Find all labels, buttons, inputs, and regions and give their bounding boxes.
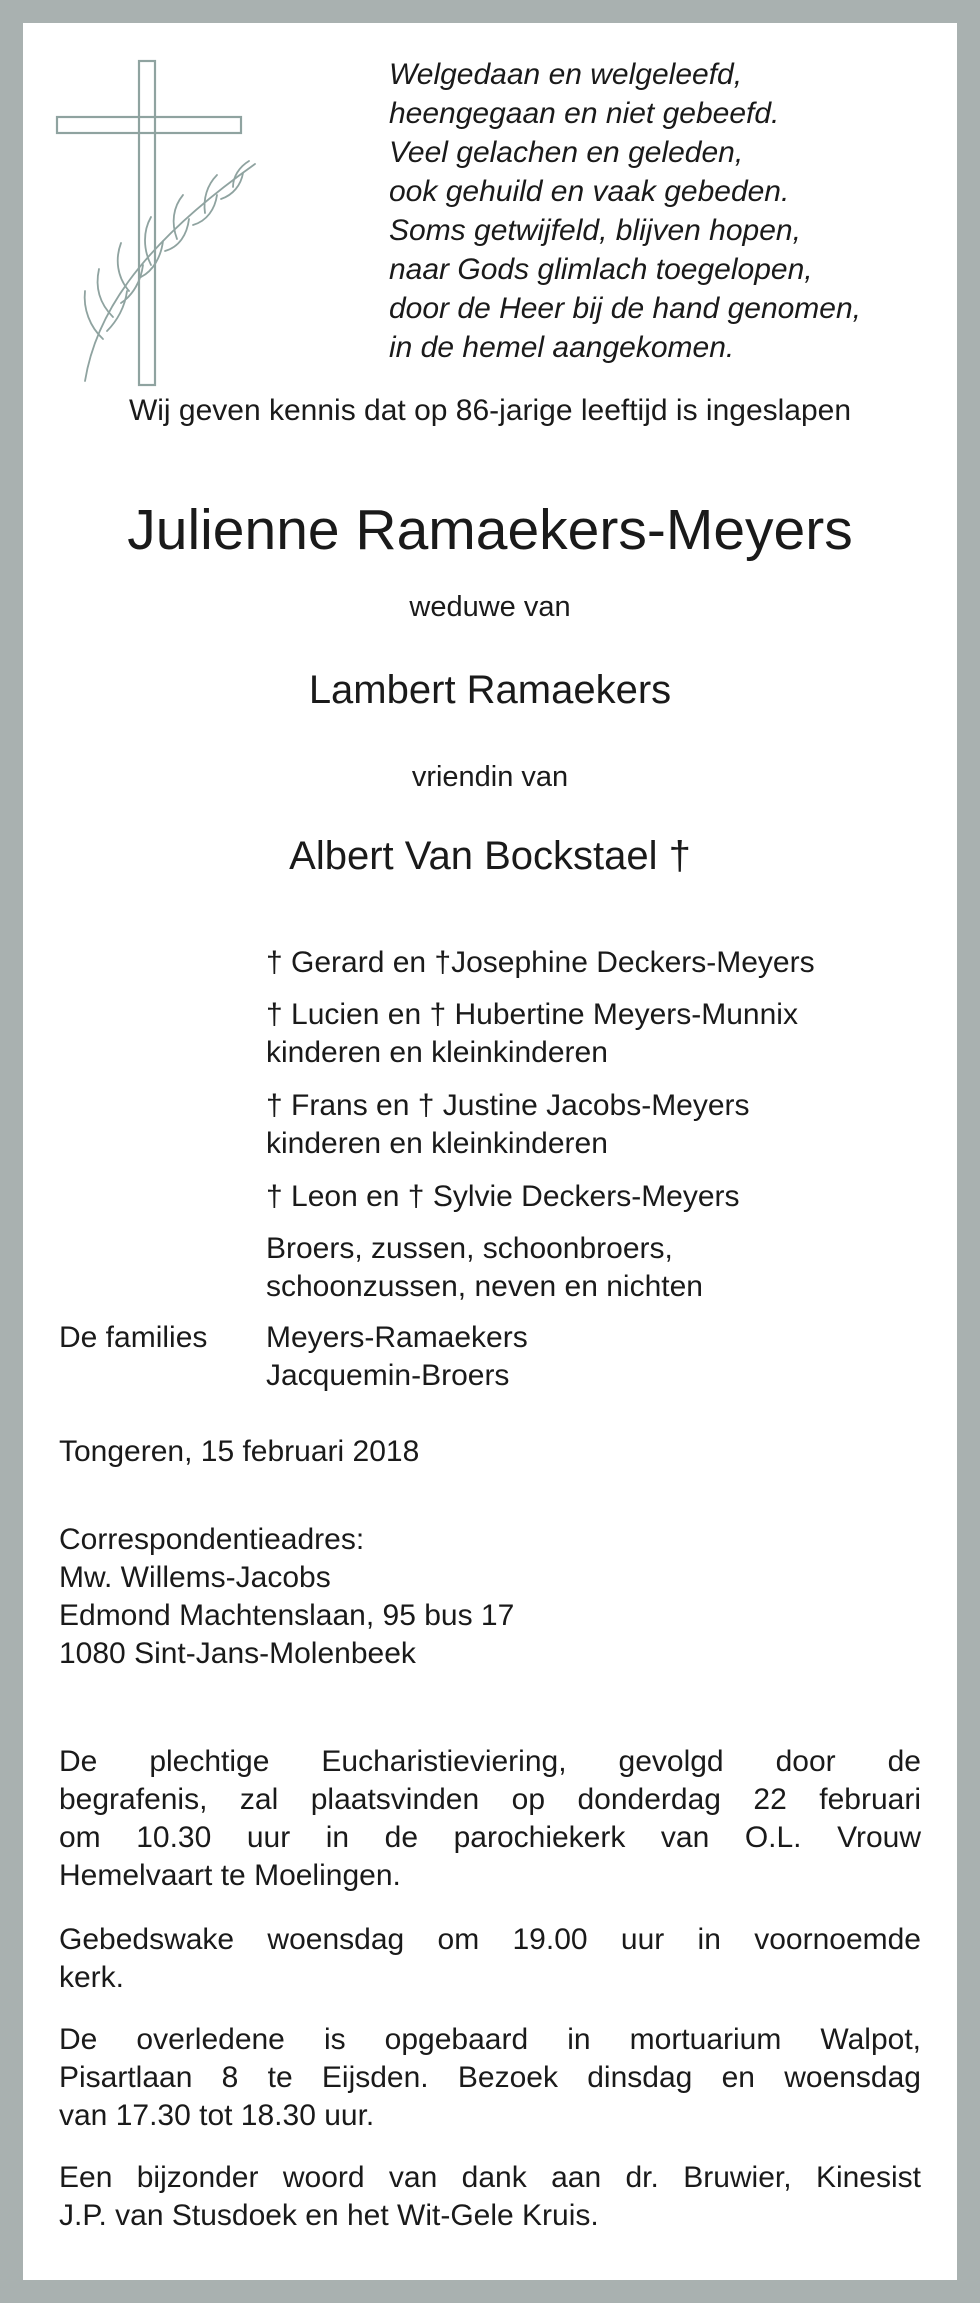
poem-line: door de Heer bij de hand genomen, [389,292,862,325]
obituary-card [23,23,957,2280]
poem-line: in de hemel aangekomen. [389,331,735,364]
paragraph-line: De overledene is opgebaard in mortuarium Walpot, [59,2023,921,2056]
address-line: Edmond Machtenslaan, 95 bus 17 [59,1599,515,1632]
paragraph-line: begrafenis, zal plaatsvinden op donderdag 22 februari [59,1783,921,1816]
friend-name: Albert Van Bockstael † [289,834,691,878]
relative-line: Broers, zussen, schoonbroers, [266,1232,673,1265]
relative-line: † Gerard en †Josephine Deckers-Meyers [266,946,815,979]
relatives-group [266,1087,946,1163]
paragraph-line: van 17.30 tot 18.30 uur. [59,2099,375,2132]
relative-line: † Leon en † Sylvie Deckers-Meyers [266,1180,740,1213]
widow-label: weduwe van [409,591,571,623]
poem-line: ook gehuild en vaak gebeden. [389,175,790,208]
relative-line: schoonzussen, neven en nichten [266,1270,703,1303]
relative-line: † Lucien en † Hubertine Meyers-Munnix [266,998,798,1031]
paragraph-line: Gebedswake woensdag om 19.00 uur in voornoemde [59,1923,921,1956]
friend-label: vriendin van [411,761,569,793]
poem [389,55,949,367]
poem-line: Soms getwijfeld, blijven hopen, [389,214,801,247]
announcement-intro: Wij geven kennis dat op 86-jarige leeftijd is ingeslapen [128,394,852,427]
paragraph-line: J.P. van Stusdoek en het Wit-Gele Kruis. [59,2199,599,2232]
paragraph-line: om 10.30 uur in de parochiekerk van O.L. Vrouw [59,1821,921,1854]
poem-line: naar Gods glimlach toegelopen, [389,253,813,286]
family-name: Meyers-Ramaekers [266,1321,528,1354]
address-line: Mw. Willems-Jacobs [59,1561,331,1594]
relatives-group [266,996,946,1072]
family-name: Jacquemin-Broers [266,1359,510,1392]
paragraph-line: kerk. [59,1961,125,1994]
relative-line: kinderen en kleinkinderen [266,1036,608,1069]
poem-line: heengegaan en niet gebeefd. [389,97,780,130]
poem-line: Veel gelachen en geleden, [389,136,744,169]
wake-paragraph [59,1921,921,1997]
spouse-name: Lambert Ramaekers [308,668,672,712]
paragraph-line: Hemelvaart te Moelingen. [59,1859,401,1892]
families-list [266,1319,946,1395]
relatives-group [266,1178,946,1216]
paragraph-line: De plechtige Eucharistieviering, gevolgd door de [59,1745,921,1778]
address-line: Correspondentieadres: [59,1523,365,1556]
relative-line: † Frans en † Justine Jacobs-Meyers [266,1089,750,1122]
relatives-list [266,944,946,982]
relatives-group [266,1230,946,1306]
paragraph-line: Een bijzonder woord van dank aan dr. Bruwier, Kinesist [59,2161,921,2194]
viewing-paragraph [59,2021,921,2135]
paragraph-line: Pisartlaan 8 te Eijsden. Bezoek dinsdag en woensdag [59,2061,921,2094]
ceremony-paragraph [59,1743,921,1895]
address-line: 1080 Sint-Jans-Molenbeek [59,1637,416,1670]
correspondence-address [59,1521,514,1673]
place-date: Tongeren, 15 februari 2018 [59,1435,420,1468]
poem-line: Welgedaan en welgeleefd, [389,58,743,91]
cross-with-palm-icon [55,59,265,389]
thanks-paragraph [59,2159,921,2235]
deceased-name: Julienne Ramaekers-Meyers [127,498,853,562]
relative-line: kinderen en kleinkinderen [266,1127,608,1160]
families-label: De families [59,1321,208,1354]
